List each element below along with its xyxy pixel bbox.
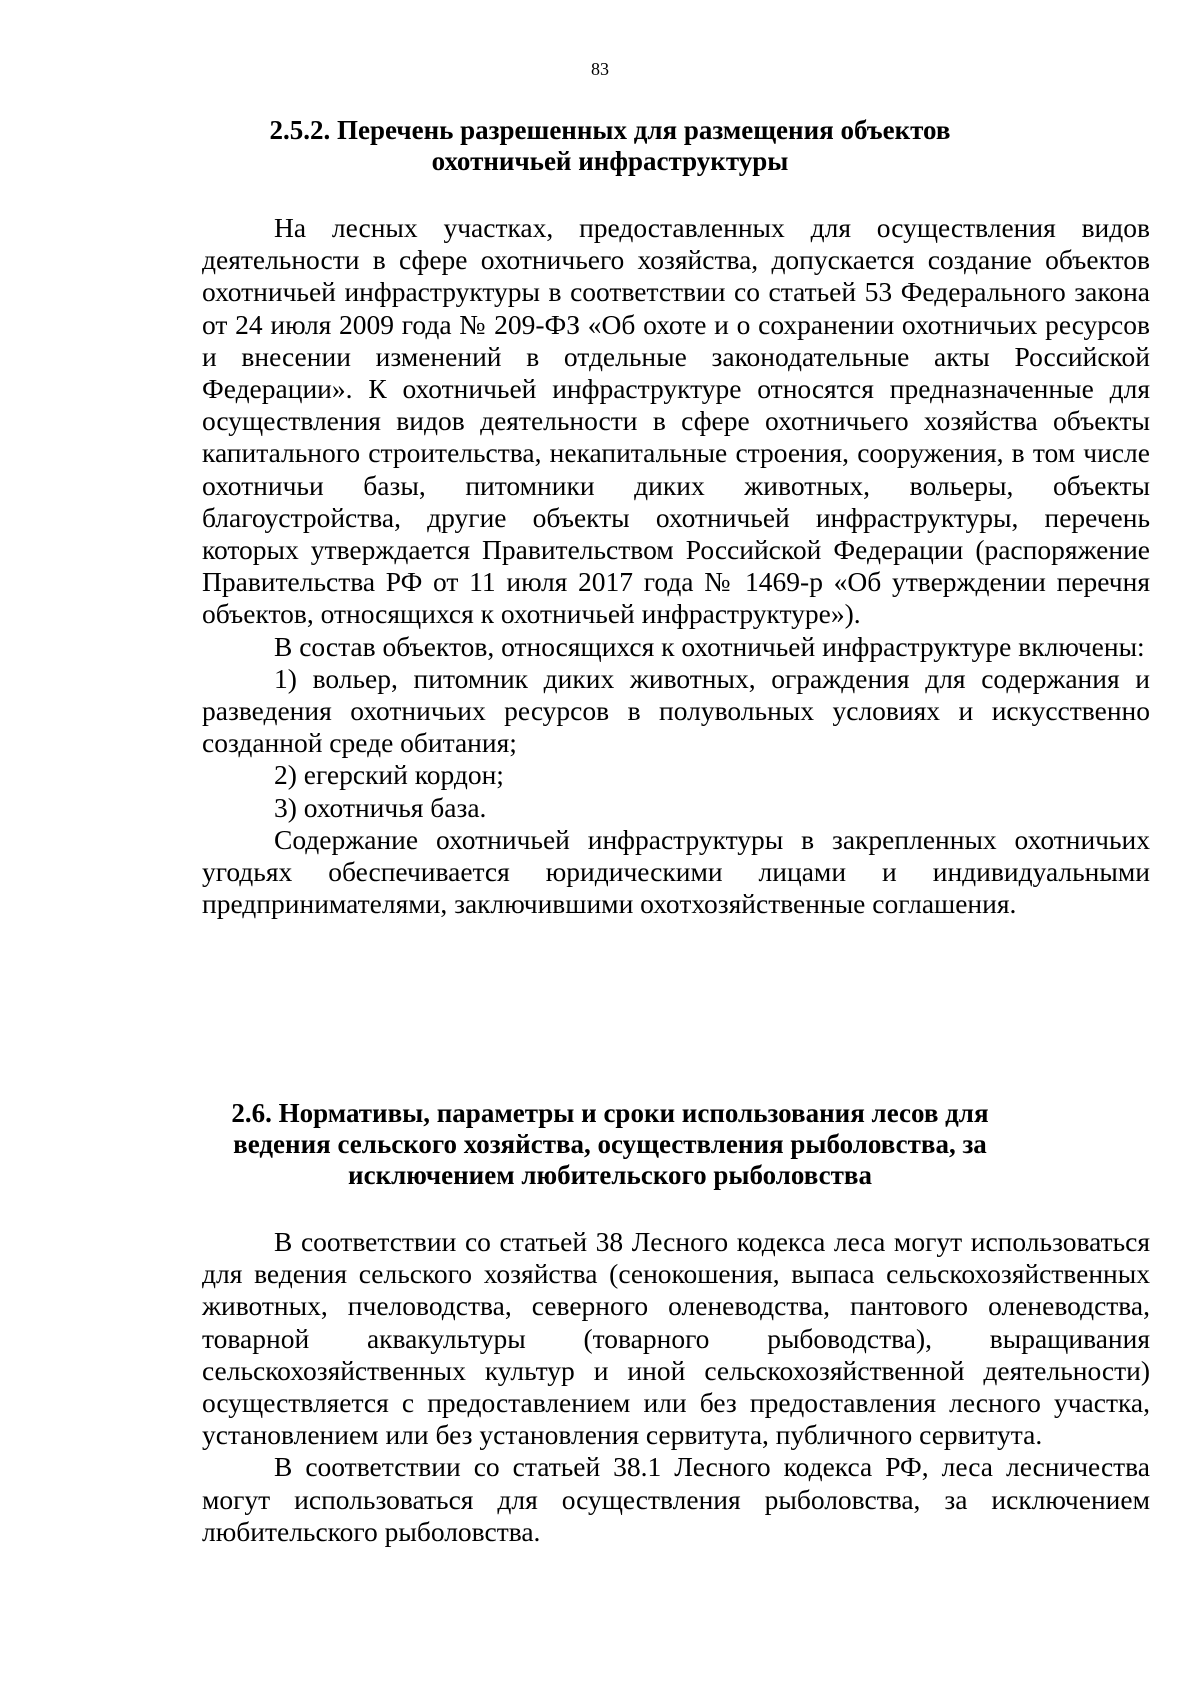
section-heading-2-6: 2.6. Нормативы, параметры и сроки использования лесов для ведения сельского хозяйства, осуществления рыболовства, за исключением любительского рыболовства <box>231 1098 989 1190</box>
paragraph: В состав объектов, относящихся к охотничьей инфраструктуре включены: <box>274 630 1145 662</box>
section-body-2-6 <box>202 1226 1150 1548</box>
paragraph: В соответствии со статьей 38 Лесного кодекса леса могут использоваться для ведения сельского хозяйства (сенокошения, выпаса сельскохозяйственных животных, пчеловодства, северного оленеводства, пантового оленеводства, товарной аквакультуры (товарного рыбоводства), выращивания сельскохозяйственных культур и иной сельскохозяйственной деятельности) осуществляется с предоставлением или без предоставления лесного участка, установлением или без установления сервитута, публичного сервитута. <box>202 1226 1150 1451</box>
paragraph: В соответствии со статьей 38.1 Лесного кодекса РФ, леса лесничества могут использоваться для осуществления рыболовства, за исключением любительского рыболовства. <box>202 1451 1150 1547</box>
list-item: 2) егерский кордон; <box>274 759 504 791</box>
paragraph: На лесных участках, предоставленных для осуществления видов деятельности в сфере охотничьего хозяйства, допускается создание объектов охотничьей инфраструктуры в соответствии со статьей 53 Федерального закона от 24 июля 2009 года № 209-ФЗ «Об охоте и о сохранении охотничьих ресурсов и внесении изменений в отдельные законодательные акты Российской Федерации». К охотничьей инфраструктуре относятся предназначенные для осуществления видов деятельности в сфере охотничьего хозяйства объекты капитального строительства, некапитальные строения, сооружения, в том числе охотничьи базы, питомники диких животных, вольеры, объекты благоустройства, другие объекты охотничьей инфраструктуры, перечень которых утверждается Правительством Российской Федерации (распоряжение Правительства РФ от 11 июля 2017 года № 1469-р «Об утверждении перечня объектов, относящихся к охотничьей инфраструктуре»). <box>202 212 1150 630</box>
section-heading-2-5-2: 2.5.2. Перечень разрешенных для размещения объектов охотничьей инфраструктуры <box>269 115 951 176</box>
paragraph: Содержание охотничьей инфраструктуры в закрепленных охотничьих угодьях обеспечивается юридическими лицами и индивидуальными предпринимателями, заключившими охотхозяйственные соглашения. <box>202 823 1150 920</box>
page-number: 83 <box>591 59 609 79</box>
list-item: 1) вольер, питомник диких животных, ограждения для содержания и разведения охотничьих ресурсов в полувольных условиях и искусственно созданной среде обитания; <box>202 662 1150 759</box>
list-item: 3) охотничья база. <box>274 791 487 823</box>
section-body-2-5-2 <box>202 212 1150 920</box>
